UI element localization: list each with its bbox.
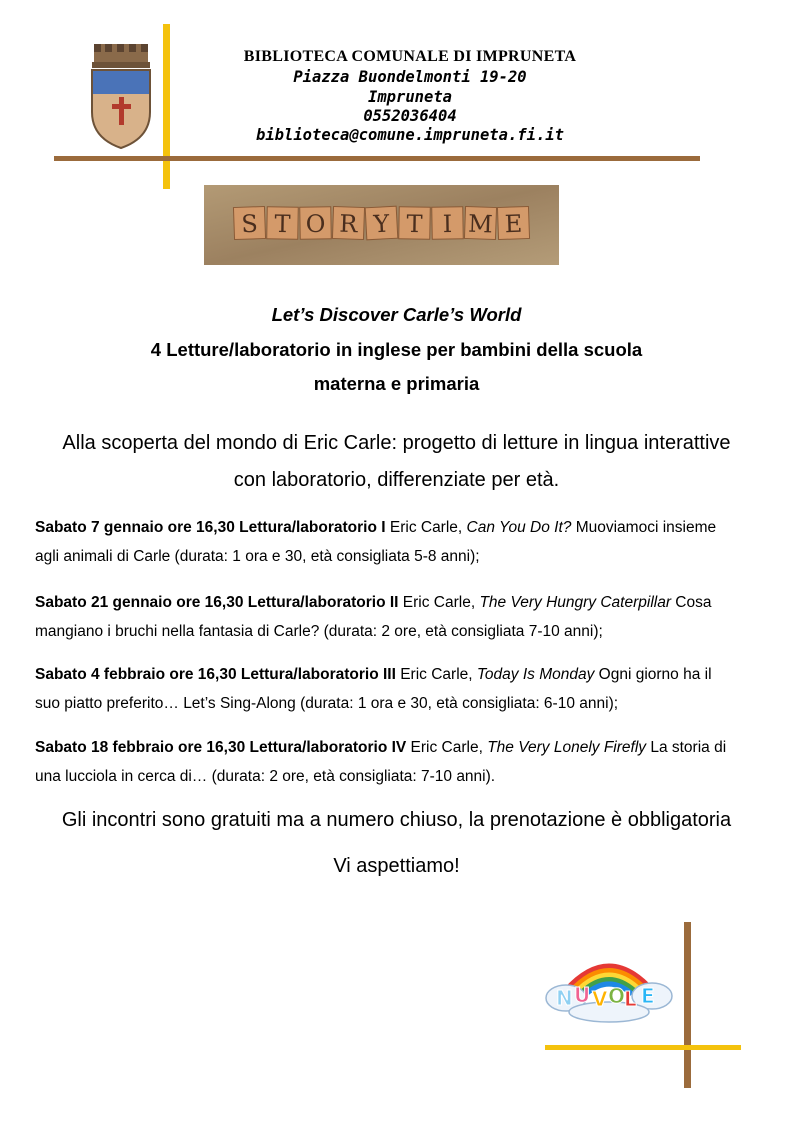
- intro-line-1: Alla scoperta del mondo di Eric Carle: progetto di letture in lingua interattive: [62, 432, 731, 454]
- event-title: Let’s Discover Carle’s World: [271, 304, 522, 325]
- event-date: Sabato 4 febbraio ore 16,30 Lettura/laboratorio III: [35, 666, 396, 683]
- library-address: Piazza Buondelmonti 19-20: [293, 68, 527, 86]
- event-description-line-2: mangiano i bruchi nella fantasia di Carle? (durata: 2 ore, età consigliata 7-10 anni);: [35, 623, 603, 640]
- event-description-line-2: una lucciola in cerca di… (durata: 2 ore, età consigliata: 7-10 anni).: [35, 768, 496, 785]
- storytime-letter: T: [274, 209, 291, 239]
- storytime-tile: [300, 207, 332, 240]
- event-entry: [35, 733, 760, 791]
- booking-note: Gli incontri sono gratuiti ma a numero chiuso, la prenotazione è obbligatoria: [61, 809, 732, 831]
- storytime-letter: I: [442, 209, 453, 239]
- event-description: Ogni giorno ha il: [594, 666, 712, 683]
- event-description-line-2: suo piatto preferito… Let’s Sing-Along (durata: 1 ora e 30, età consigliata: 6-10 anni);: [35, 695, 619, 712]
- storytime-tile: [233, 206, 265, 239]
- event-entry: [35, 588, 760, 646]
- footer-yellow-rule: [545, 1045, 741, 1050]
- event-subtitle-line-2: materna e primaria: [313, 373, 480, 394]
- greeting: Vi aspettiamo!: [333, 855, 460, 877]
- event-description: Cosa: [671, 594, 712, 611]
- event-author: Eric Carle,: [395, 666, 477, 683]
- library-name: BIBLIOTECA COMUNALE DI IMPRUNETA: [243, 48, 577, 65]
- event-description: Muoviamoci insieme: [571, 519, 717, 536]
- event-entry: [35, 513, 760, 571]
- storytime-banner: [204, 185, 559, 265]
- event-author: Eric Carle,: [406, 739, 488, 756]
- nuvole-logo: [544, 950, 674, 1025]
- event-book: Today Is Monday: [476, 666, 595, 683]
- svg-text:L: L: [624, 987, 637, 1011]
- storytime-tile: [365, 206, 398, 240]
- svg-text:E: E: [641, 984, 655, 1008]
- storytime-tile: [464, 206, 496, 239]
- intro-line-2: con laboratorio, differenziate per età.: [233, 469, 560, 491]
- svg-text:V: V: [592, 987, 608, 1011]
- header-brown-rule: [54, 156, 700, 161]
- storytime-tile: [332, 206, 364, 239]
- storytime-tile: [497, 206, 529, 239]
- municipal-crest: [88, 42, 154, 150]
- svg-text:O: O: [608, 984, 626, 1008]
- storytime-letter: M: [467, 209, 494, 239]
- event-description: La storia di: [646, 739, 727, 756]
- event-date: Sabato 21 gennaio ore 16,30 Lettura/laboratorio II: [35, 594, 399, 611]
- svg-text:N: N: [556, 986, 573, 1010]
- storytime-letter: E: [504, 209, 523, 239]
- footer-brown-rule: [684, 922, 691, 1088]
- event-book: The Very Hungry Caterpillar: [479, 594, 671, 611]
- event-author: Eric Carle,: [398, 594, 480, 611]
- event-book: Can You Do It?: [466, 519, 572, 536]
- event-date: Sabato 7 gennaio ore 16,30 Lettura/laboratorio I: [35, 519, 386, 536]
- storytime-letter: R: [338, 209, 358, 239]
- storytime-letter: Y: [372, 209, 391, 239]
- event-author: Eric Carle,: [385, 519, 467, 536]
- event-entry: [35, 660, 760, 718]
- storytime-tile: [267, 207, 299, 240]
- library-city: Impruneta: [368, 88, 452, 106]
- event-date: Sabato 18 febbraio ore 16,30 Lettura/laboratorio IV: [35, 739, 407, 756]
- storytime-letter: T: [406, 209, 423, 239]
- event-book: The Very Lonely Firefly: [487, 739, 647, 756]
- event-description-line-2: agli animali di Carle (durata: 1 ora e 30, età consigliata 5-8 anni);: [35, 548, 480, 565]
- storytime-tile: [432, 207, 464, 240]
- storytime-letter: O: [305, 209, 326, 239]
- library-email: biblioteca@comune.impruneta.fi.it: [256, 126, 564, 144]
- svg-text:U: U: [574, 983, 591, 1007]
- library-phone: 0552036404: [363, 107, 457, 125]
- storytime-tile: [399, 207, 431, 240]
- storytime-letter: S: [240, 209, 259, 239]
- event-subtitle-line-1: 4 Letture/laboratorio in inglese per bambini della scuola: [150, 339, 643, 360]
